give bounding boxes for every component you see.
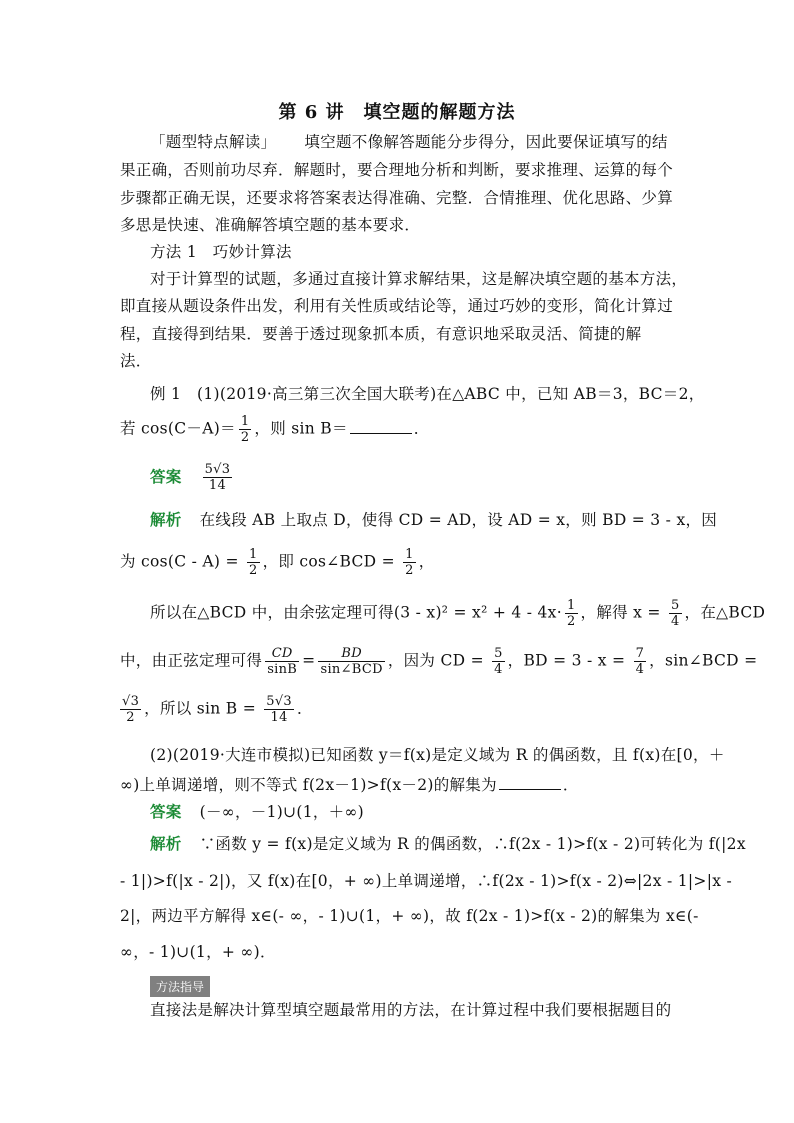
example1-analysis-5: $\frac{√3}{2}$ ，所以 sin B = $\frac{5√3}{14}$ ． [122, 694, 313, 725]
intro-line-1: 「题型特点解读」 填空题不像解答题能分步得分，因此要保证填写的结 [120, 132, 676, 152]
answer-blank [350, 419, 412, 434]
guide-line-1: 直接法是解决计算型填空题最常用的方法，在计算过程中我们要根据题目的 [150, 1001, 672, 1019]
example2-question-2: ∞)上单调递增，则不等式 f(2x－1)>f(x－2)的解集为 ． [120, 776, 579, 794]
page-title: 第 6 讲 填空题的解题方法 [278, 102, 516, 123]
intro-label: 「题型特点解读」 [150, 133, 277, 151]
example1-analysis-4: 中，由正弦定理可得 $\frac{CD}{\sin B}$ = $\frac{BD}{\text{sin∠BCD}}$ ，因为 CD = $\frac{5}{4}$ ，BD = 3 - x = $\frac{7}{4}$ ，sin∠BCD = [120, 646, 758, 677]
example2-analysis-4: ∞，- 1)∪(1，+ ∞)． [120, 943, 276, 961]
intro-line-4: 多思是快速、准确解答填空题的基本要求． [120, 216, 421, 234]
method1-line-4: 法． [120, 352, 152, 370]
intro-line-2: 果正确，否则前功尽弃．解题时，要合理地分析和判断，要求推理、运算的每个 [120, 161, 674, 179]
example2-analysis-3: 2|，两边平方解得 x∈(- ∞，- 1)∪(1，+ ∞)，故 f(2x - 1)>f(x - 2)的解集为 x∈(- [120, 907, 699, 925]
example2-analysis-1: 解析 ∵函数 y = f(x)是定义域为 R 的偶函数，∴f(2x - 1)>f(x - 2)可转化为 f(|2x [150, 834, 746, 853]
example1-analysis-1: 解析 在线段 AB 上取点 D，使得 CD = AD，设 AD = x，则 BD = 3 - x，因 [150, 510, 718, 529]
example2-question-1: (2)(2019·大连市模拟)已知函数 y＝f(x)是定义域为 R 的偶函数，且 f(x)在[0，＋ [150, 746, 725, 764]
example1-analysis-2: 为 cos(C - A) = $\frac{1}{2}$ ，即 cos∠BCD = $\frac{1}{2}$ ， [120, 547, 435, 578]
example1-question: 若 cos(C－A)＝ $\frac{1}{2}$ ，则 sin B＝ ． [120, 414, 430, 445]
method1-line-3: 程，直接得到结果．要善于透过现象抓本质，有意识地采取灵活、简捷的解 [120, 325, 642, 343]
example1-head: 例 1 (1)(2019·高三第三次全国大联考)在△ABC 中，已知 AB＝3，BC＝2， [150, 385, 705, 403]
intro-line-3: 步骤都正确无误，还要求将答案表达得准确、完整．合情推理、优化思路、少算 [120, 189, 674, 207]
method1-heading: 方法 1 巧妙计算法 [150, 243, 292, 261]
example1-answer: 答案 $\frac{5√3}{14}$ [150, 462, 231, 493]
answer-blank-2 [499, 775, 561, 790]
method1-line-2: 即直接从题设条件出发，利用有关性质或结论等，通过巧妙的变形，简化计算过 [120, 297, 674, 315]
example2-answer: 答案 (－∞，－1)∪(1，＋∞) [150, 802, 365, 821]
method1-line-1: 对于计算型的试题，多通过直接计算求解结果，这是解决填空题的基本方法， [150, 270, 688, 288]
example2-analysis-2: - 1|)>f(|x - 2|)，又 f(x)在[0，+ ∞)上单调递增，∴f(2x - 1)>f(x - 2)⇔|2x - 1|>|x - [120, 872, 733, 890]
example1-analysis-3: 所以在△BCD 中，由余弦定理可得(3 - x)² = x² + 4 - 4x· $\frac{1}{2}$ ，解得 x = $\frac{5}{4}$ ，在△BCD [150, 598, 766, 629]
method-guide-badge: 方法指导 [150, 976, 210, 997]
